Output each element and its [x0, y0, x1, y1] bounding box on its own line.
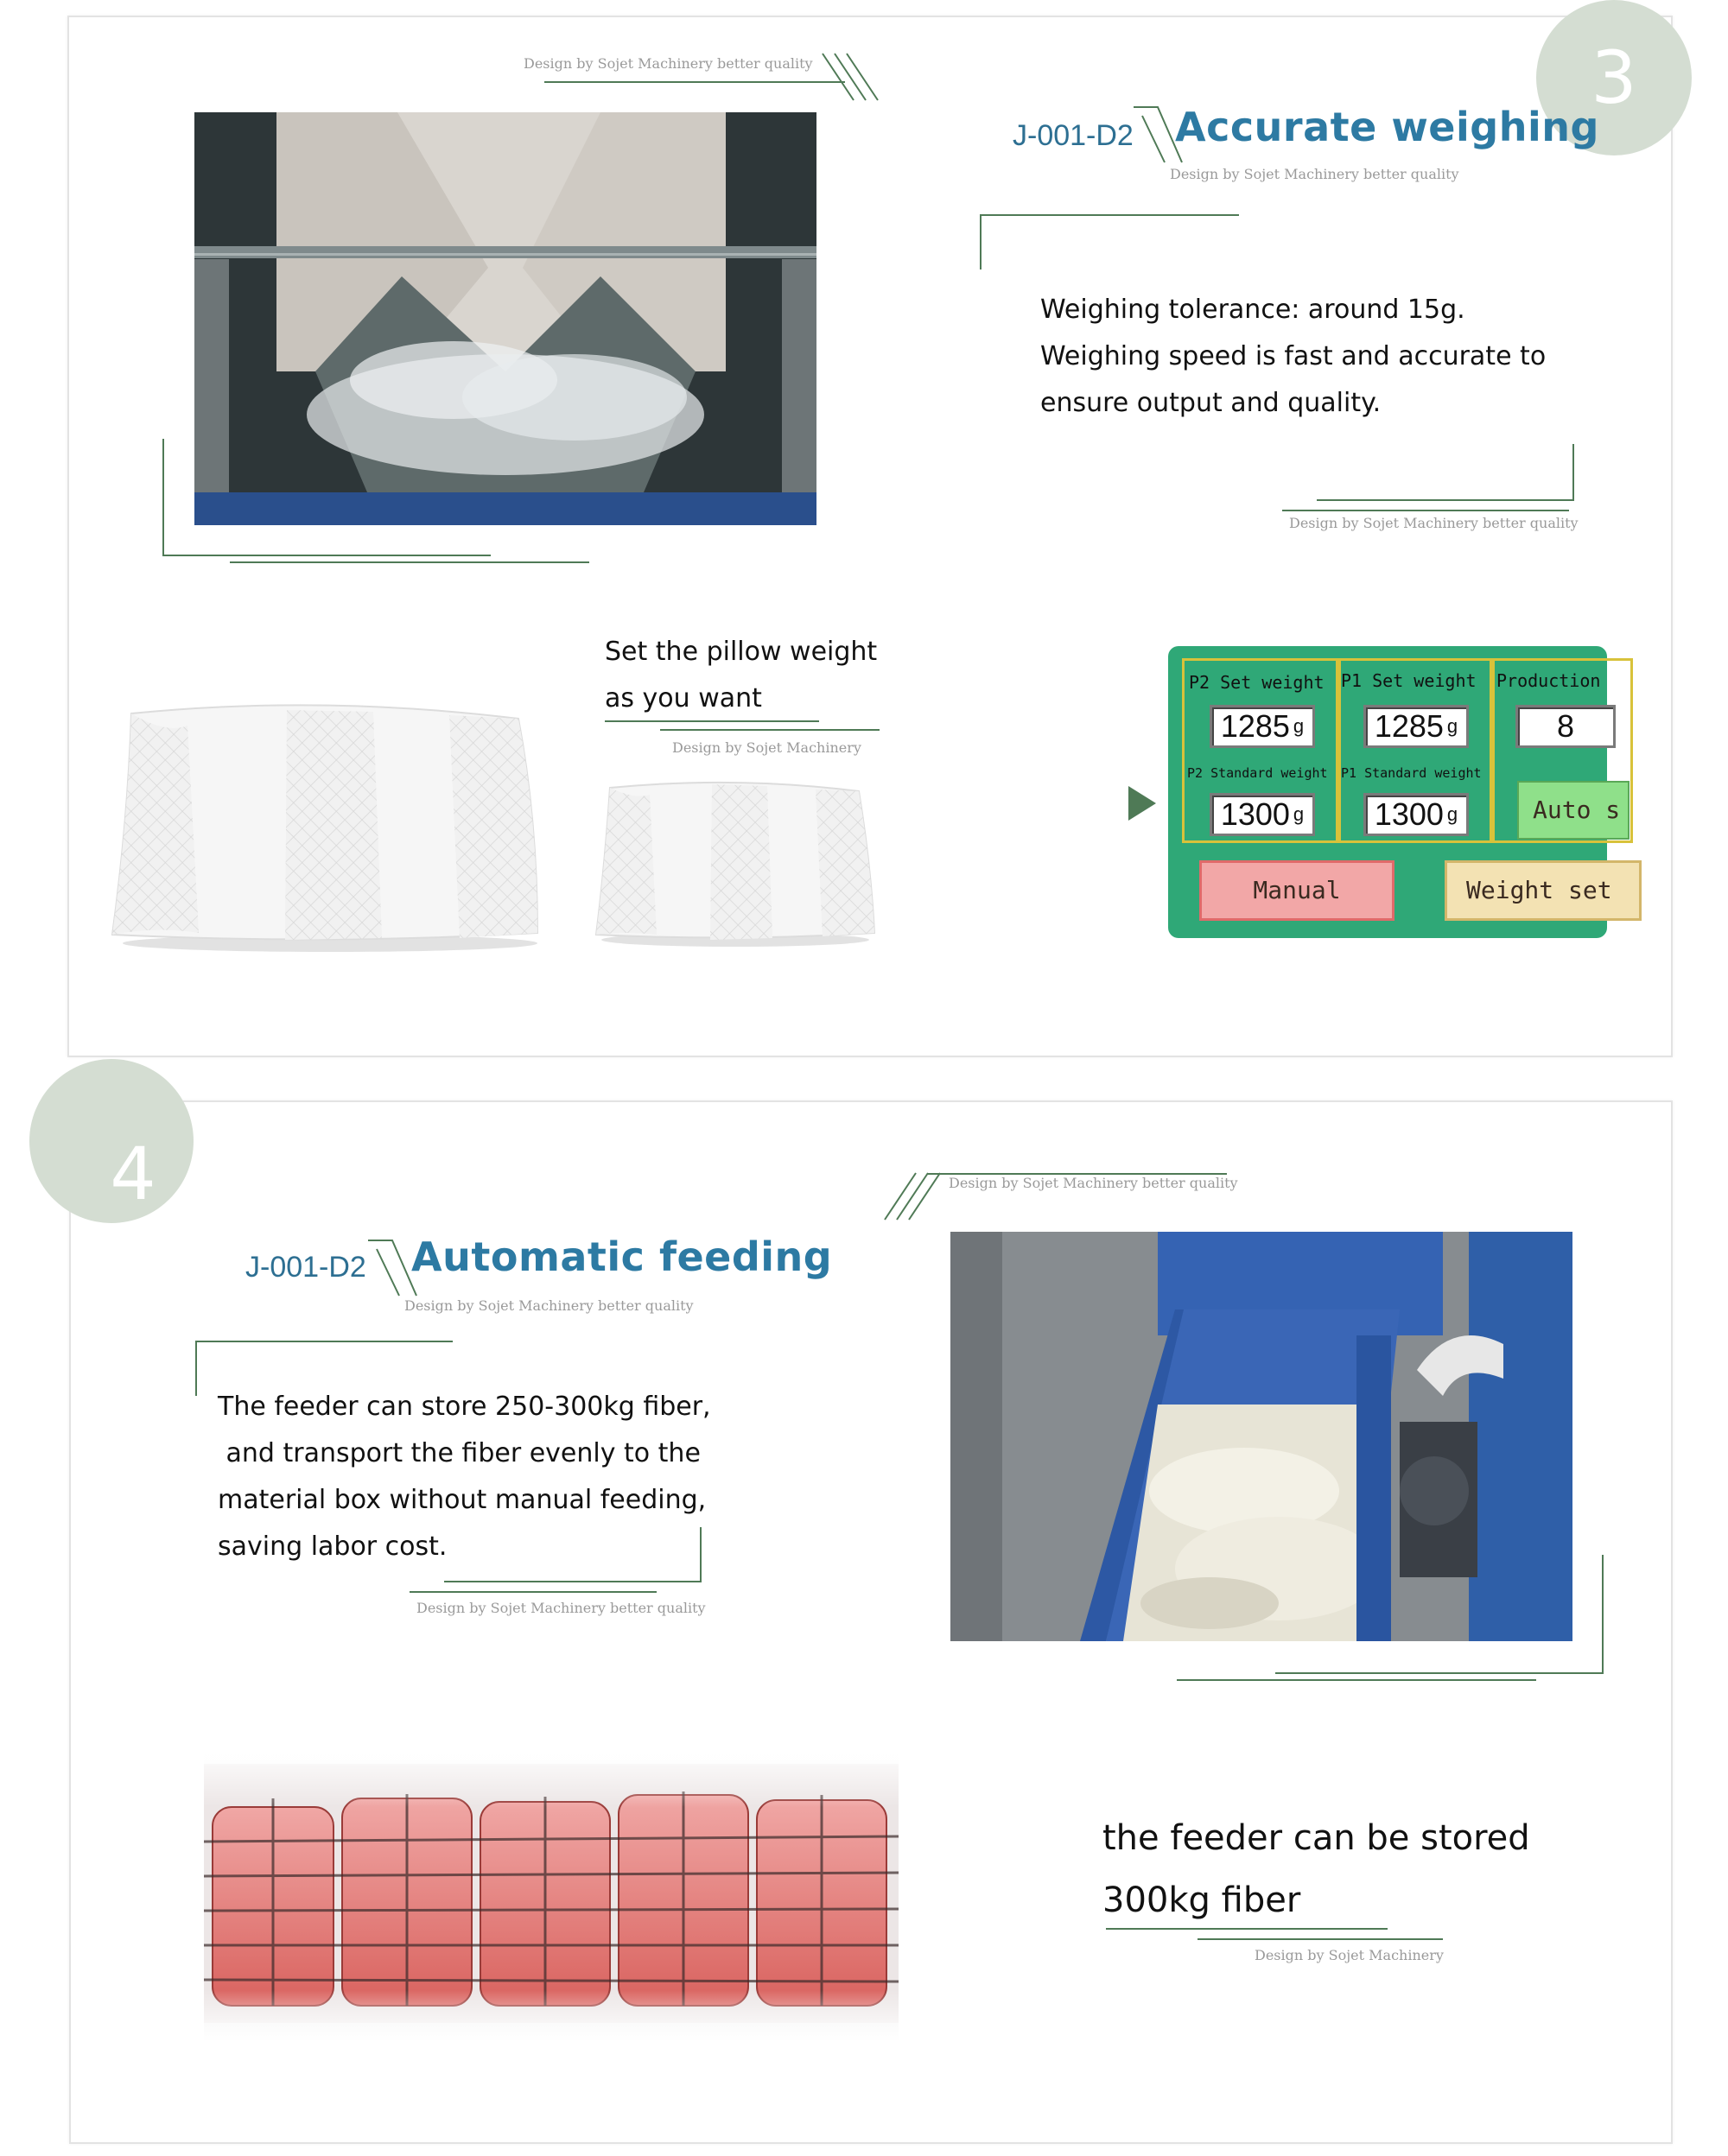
design-tag: Design by Sojet Machinery better quality — [524, 55, 813, 72]
play-arrow-icon — [1127, 784, 1158, 822]
decor-line — [700, 1527, 702, 1582]
description-line: ensure output and quality. — [1040, 388, 1382, 418]
decor-line — [1106, 1928, 1388, 1930]
design-tag: Design by Sojet Machinery better quality — [1289, 515, 1579, 531]
p1-set-weight-label: P1 Set weight — [1341, 670, 1477, 691]
description-line: Weighing speed is fast and accurate to — [1040, 341, 1547, 371]
decor-line — [444, 1581, 702, 1582]
production-count-field — [1515, 705, 1616, 748]
production-label: Production — [1496, 670, 1601, 691]
p1-set-weight-value: 1285 — [1374, 708, 1444, 744]
title-slashes — [366, 1239, 418, 1299]
decor-line — [1317, 499, 1574, 501]
caption-line: 300kg fiber — [1102, 1880, 1301, 1920]
p1-set-weight-field[interactable] — [1363, 705, 1469, 748]
fiber-bales-photo — [204, 1747, 899, 2042]
feeding-description — [218, 1384, 711, 1570]
weight-control-panel — [1168, 646, 1621, 938]
weighing-hopper-illustration — [194, 112, 816, 525]
design-tag: Design by Sojet Machinery — [672, 739, 861, 756]
decor-line — [660, 729, 880, 731]
large-pillow-image — [105, 700, 546, 955]
feeder-illustration — [950, 1232, 1572, 1641]
description-line: and transport the fiber evenly to the — [218, 1438, 701, 1468]
decor-line — [195, 1341, 453, 1342]
fiber-feeder-photo — [950, 1232, 1572, 1641]
unit-label: g — [1293, 715, 1305, 737]
design-tag: Design by Sojet Machinery better quality — [404, 1297, 694, 1314]
decor-line — [605, 720, 819, 722]
pillow-weight-caption — [605, 629, 877, 722]
storage-caption — [1102, 1807, 1530, 1931]
bales-illustration — [204, 1747, 899, 2042]
decor-line — [1198, 1938, 1443, 1940]
p1-standard-weight-value: 1300 — [1374, 796, 1444, 832]
manual-mode-button[interactable]: Manual — [1199, 860, 1394, 921]
decor-line — [544, 81, 845, 83]
production-count-value: 8 — [1556, 708, 1575, 744]
decor-slashes — [883, 1171, 943, 1221]
section-title: Automatic feeding — [411, 1233, 833, 1280]
decor-slashes — [821, 52, 881, 104]
model-code: J-001-D2 — [1013, 119, 1134, 152]
decor-line — [162, 555, 491, 556]
weighing-description — [1040, 287, 1546, 427]
decor-line — [195, 1341, 197, 1396]
p1-standard-weight-label: P1 Standard weight — [1341, 765, 1482, 781]
design-tag: Design by Sojet Machinery better quality — [1170, 166, 1459, 182]
caption-line: the feeder can be stored — [1102, 1818, 1530, 1858]
design-tag: Design by Sojet Machinery better quality — [949, 1175, 1238, 1191]
design-tag: Design by Sojet Machinery — [1255, 1947, 1444, 1963]
section-number-badge: 3 — [1536, 0, 1692, 155]
unit-label: g — [1446, 715, 1458, 737]
p2-set-weight-value: 1285 — [1220, 708, 1290, 744]
decor-line — [162, 439, 164, 556]
description-line: material box without manual feeding, — [218, 1485, 707, 1515]
decor-line — [980, 214, 982, 270]
p2-set-weight-field[interactable] — [1210, 705, 1315, 748]
unit-label: g — [1293, 803, 1305, 825]
decor-line — [1602, 1555, 1604, 1674]
caption-line: as you want — [605, 683, 762, 713]
caption-line: Set the pillow weight — [605, 637, 878, 667]
p2-standard-weight-field[interactable] — [1210, 793, 1315, 836]
decor-line — [1177, 1679, 1536, 1681]
weighing-machine-photo — [194, 112, 816, 525]
model-code: J-001-D2 — [245, 1251, 366, 1284]
description-line: saving labor cost. — [218, 1531, 448, 1562]
auto-mode-button[interactable]: Auto s — [1517, 781, 1630, 840]
description-line: Weighing tolerance: around 15g. — [1040, 295, 1465, 325]
decor-line — [230, 561, 589, 563]
decor-line — [1282, 510, 1569, 511]
p1-standard-weight-field[interactable] — [1363, 793, 1469, 836]
decor-line — [1275, 1672, 1604, 1674]
description-line: The feeder can store 250-300kg fiber, — [218, 1392, 711, 1422]
p2-standard-weight-label: P2 Standard weight — [1187, 765, 1328, 781]
weight-set-button[interactable]: Weight set — [1445, 860, 1642, 921]
decor-line — [1572, 444, 1574, 501]
decor-line — [410, 1591, 657, 1593]
section-title: Accurate weighing — [1175, 104, 1599, 150]
small-pillow-image — [593, 779, 878, 948]
unit-label: g — [1446, 803, 1458, 825]
design-tag: Design by Sojet Machinery better quality — [416, 1600, 706, 1616]
decor-line — [980, 214, 1239, 216]
p2-set-weight-label: P2 Set weight — [1189, 672, 1325, 693]
p2-standard-weight-value: 1300 — [1220, 796, 1290, 832]
section-number-badge: 4 — [29, 1059, 194, 1223]
